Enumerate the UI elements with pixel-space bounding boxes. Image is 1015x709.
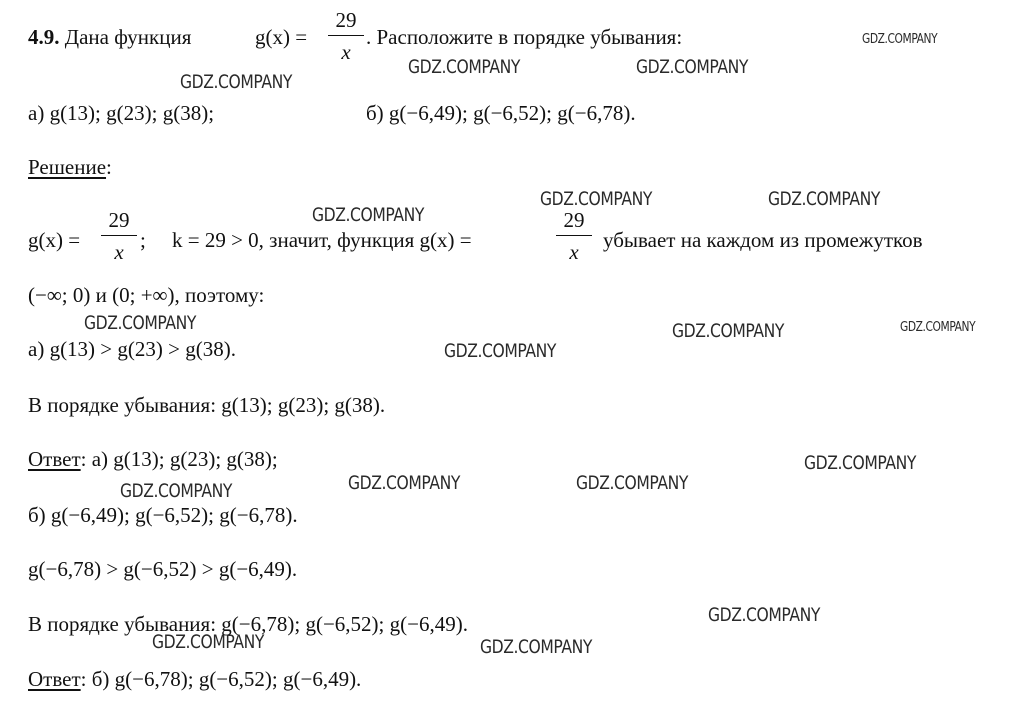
watermark: GDZ.COMPANY [862, 32, 938, 47]
solution-heading [28, 157, 112, 178]
watermark: GDZ.COMPANY [408, 56, 521, 78]
watermark: GDZ.COMPANY [348, 472, 461, 494]
watermark: GDZ.COMPANY [180, 71, 293, 93]
answer-text: : б) g(−6,78); g(−6,52); g(−6,49). [80, 667, 362, 691]
fraction-numerator: 29 [108, 208, 130, 232]
problem-part-a: а) g(13); g(23); g(38); [28, 101, 215, 125]
solution-b-values: б) g(−6,49); g(−6,52); g(−6,78). [28, 503, 298, 527]
problem-fraction [328, 10, 364, 63]
watermark: GDZ.COMPANY [444, 340, 557, 362]
solution-a-order: В порядке убывания: g(13); g(23); g(38). [28, 393, 386, 417]
problem-func: g(x) = [255, 25, 308, 49]
watermark: GDZ.COMPANY [84, 312, 197, 334]
solution-fraction-1 [101, 210, 137, 263]
answer-text: : а) g(13); g(23); g(38); [80, 447, 278, 471]
watermark: GDZ.COMPANY [576, 472, 689, 494]
answer-label: Ответ [28, 667, 81, 691]
solution-a-answer [28, 449, 278, 470]
problem-intro: Дана функция [64, 25, 192, 49]
watermark: GDZ.COMPANY [900, 320, 976, 335]
solution-semicolon: ; [140, 228, 146, 252]
solution-fraction-2 [556, 210, 592, 263]
watermark: GDZ.COMPANY [804, 452, 917, 474]
problem-part-b: б) g(−6,49); g(−6,52); g(−6,78). [366, 101, 636, 125]
solution-k-statement: k = 29 > 0, значит, функция g(x) = [172, 228, 472, 252]
solution-func-left: g(x) = [28, 228, 81, 252]
fraction-denominator: x [569, 240, 579, 264]
solution-a-compare: а) g(13) > g(23) > g(38). [28, 337, 236, 361]
watermark: GDZ.COMPANY [120, 480, 233, 502]
solution-b-order: В порядке убывания: g(−6,78); g(−6,52); g(−6,49). [28, 612, 468, 636]
fraction-numerator: 29 [563, 208, 585, 232]
fraction-numerator: 29 [335, 8, 357, 32]
fraction-denominator: x [114, 240, 124, 264]
watermark: GDZ.COMPANY [152, 631, 265, 653]
fraction-bar [556, 235, 592, 236]
solution-heading-colon: : [106, 155, 112, 179]
problem-number: 4.9. [28, 25, 60, 49]
watermark: GDZ.COMPANY [708, 604, 821, 626]
watermark: GDZ.COMPANY [480, 636, 593, 658]
problem-line [28, 27, 191, 48]
fraction-bar [328, 35, 364, 36]
watermark: GDZ.COMPANY [672, 320, 785, 342]
solution-heading-text: Решение [28, 155, 107, 179]
solution-b-answer [28, 669, 361, 690]
watermark: GDZ.COMPANY [540, 188, 653, 210]
fraction-denominator: x [341, 40, 351, 64]
solution-b-compare: g(−6,78) > g(−6,52) > g(−6,49). [28, 557, 298, 581]
fraction-bar [101, 235, 137, 236]
watermark: GDZ.COMPANY [636, 56, 749, 78]
problem-task: . Расположите в порядке убывания: [366, 25, 683, 49]
watermark: GDZ.COMPANY [768, 188, 881, 210]
solution-intervals: (−∞; 0) и (0; +∞), поэтому: [28, 283, 265, 307]
watermark: GDZ.COMPANY [312, 204, 425, 226]
solution-decreasing: убывает на каждом из промежутков [603, 228, 923, 252]
answer-label: Ответ [28, 447, 81, 471]
